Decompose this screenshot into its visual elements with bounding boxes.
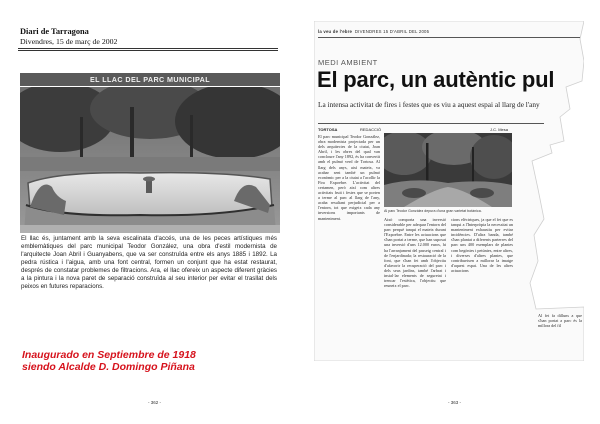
byline-place: TORTOSA <box>318 127 338 132</box>
byline-author: REDACCIÓ <box>360 127 382 132</box>
photo-credit: J.C. Mesa <box>490 127 509 132</box>
byline-rule <box>318 123 544 124</box>
article-column-1: El parc municipal Teodor González, obra modernista projectada per un dels arquitectes de la ciutat, Joan Abril, i les obres del qual van concloure l'any 1892, és ha convertit amb el pulmó verd de Tortosa. Al llarg dels anys, així mateix, va acabar sent també un pulmó econòmic per a la ciutat a l'acollir la Fira Expoebre. L'activitat del certamen, però així com altres activitats fruit i festes que se porten a terme al parc al llarg de l'any, acaba resultant perjudicial per a l'entorn, tot que exigeix cada any inversions importants de manteniment. <box>318 134 380 221</box>
header-rule-thin <box>18 50 278 51</box>
paper-header: la veu de l'ebre DIVENDRES 15 D'ABRIL DEL 2005 <box>318 29 430 34</box>
article-caption: El llac és, juntament amb la seva escalinata d'accés, una de les peces artístiques més emblemàtiques del parc municipal Teodor González, una obra d'estil modernista de l'arquitecte Joan Abril i Guanyabens, que va ser construïda entre els anys 1885 i 1892. La pedra rústica i l'aigua, amb una font central, formen un conjunt que ha estat restaurat, després de constatar problemes de filtracions. Ara, el llac ofereix un aspecte diferent gràcies a la pintura i la nova paret de separació construïda al seu interior per evitar el trasllat dels peixos en futures reparacions. <box>21 235 277 290</box>
newspaper-name: Diari de Tarragona <box>20 27 89 36</box>
article-column-2: Això comporta una inversió considerable per adequar l'entorn del parc perquè tanqui el mateix durant l'Expoebre. Entre les actuacions que s'han portat a terme, que han suposat una inversió d'uns 12.000 euros, hi ha l'arranjament del passeig central i de l'enjardinada; la restauració de la font, que s'han fet amb l'objectiu d'afavorir la recuperació del parc i dels seus jardins, també l'arbrat i instal·lar elements de seguretat i trencar l'estètica, l'objectiu que reuneix el parc. <box>384 217 446 289</box>
publication-date: Divendres, 15 de març de 2002 <box>20 37 118 46</box>
handwritten-note-line-2: siendo Alcalde D. Domingo Piñana <box>22 361 195 373</box>
photo-caption: Al parc Teodor González depura d'una gran varietat botànica. <box>384 209 482 213</box>
page-number-right: - 363 - <box>448 400 462 405</box>
article-subheadline: La intensa activitat de fires i festes que es viu a aquest espai al llarg de l'any <box>318 100 540 109</box>
left-newspaper-clipping <box>14 21 282 348</box>
article-headline: El parc, un autèntic pul <box>317 67 555 92</box>
section-label: MEDI AMBIENT <box>318 58 378 67</box>
article-column-3: cions elèctriques, ja que el fet que es tanqui a l'Interpròpia la necessitat un manteniment exhaustiu per evitar incidències. D'altra banda, també s'han plantat a diferents parterres del parc uns 400 exemplars de plantes com begònies i petúnies, entre altres, i diverses d'altres plantes, que contribueixen a millorar la imatge d'aquest espai. Una de les altres actuacions <box>451 217 513 273</box>
handwritten-note-line-1: Inaugurado en Septiembre de 1918 <box>22 349 196 361</box>
lake-photo <box>20 87 280 233</box>
header-rule <box>18 48 278 49</box>
page-number-left: - 362 - <box>148 400 162 405</box>
article-column-4-fragment: Al fet fa dilluns a que s'han portat a parc és la millora del fil <box>538 313 582 329</box>
park-photo <box>384 133 512 207</box>
article-banner: EL LLAC DEL PARC MUNICIPAL <box>20 73 280 86</box>
right-newspaper-clipping <box>314 21 584 361</box>
header-rule <box>318 37 580 38</box>
